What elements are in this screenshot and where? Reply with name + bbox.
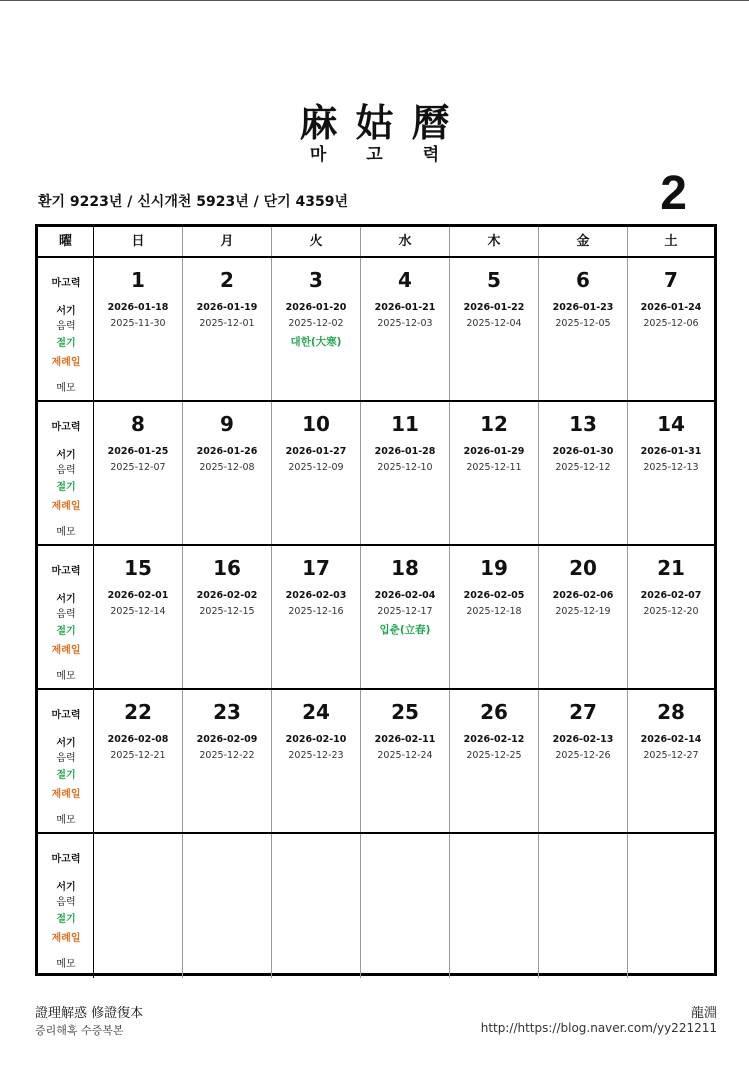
lunar-date: 2025-12-07 — [110, 462, 166, 473]
day-cell[interactable] — [628, 690, 714, 832]
row-label-column — [38, 402, 94, 544]
day-cell[interactable] — [450, 834, 539, 978]
solar-date: 2026-02-03 — [285, 590, 347, 601]
month-number: 2 — [660, 167, 687, 220]
lunar-date: 2025-12-05 — [555, 318, 611, 329]
lunar-date: 2025-12-02 — [288, 318, 344, 329]
solar-date: 2026-02-14 — [640, 734, 702, 745]
row-label-column — [38, 258, 94, 400]
title-hanja: 麻姑曆 — [299, 101, 468, 145]
label-magoryeok: 마고력 — [51, 278, 81, 289]
day-number: 3 — [309, 268, 323, 292]
lunar-date: 2025-12-26 — [555, 750, 611, 761]
day-number: 2 — [220, 268, 234, 292]
row-label-column — [38, 546, 94, 688]
solar-date: 2026-01-24 — [640, 302, 702, 313]
lunar-date: 2025-12-27 — [643, 750, 699, 761]
day-cell[interactable] — [361, 402, 450, 544]
day-number: 19 — [480, 556, 508, 580]
day-number: 10 — [302, 412, 330, 436]
row-label-column — [38, 690, 94, 832]
day-number: 20 — [569, 556, 597, 580]
day-cell[interactable] — [450, 546, 539, 688]
lunar-date: 2025-12-13 — [643, 462, 699, 473]
solar-date: 2026-01-27 — [285, 446, 347, 457]
lunar-date: 2025-12-24 — [377, 750, 433, 761]
lunar-date: 2025-12-10 — [377, 462, 433, 473]
day-number: 16 — [213, 556, 241, 580]
lunar-date: 2025-12-16 — [288, 606, 344, 617]
day-cell[interactable] — [94, 258, 183, 400]
label-jeryeil: 제례일 — [51, 357, 81, 368]
calendar-grid — [35, 224, 717, 976]
label-eumryeok: 음력 — [56, 753, 76, 764]
day-cell[interactable] — [361, 834, 450, 978]
label-jeryeil: 제례일 — [51, 645, 81, 656]
solar-date: 2026-02-13 — [552, 734, 614, 745]
day-cell[interactable] — [628, 546, 714, 688]
solar-term: 입춘(立春) — [379, 624, 431, 636]
label-magoryeok: 마고력 — [51, 854, 81, 865]
lunar-date: 2025-12-15 — [199, 606, 255, 617]
week-row — [38, 546, 714, 690]
solar-date: 2026-01-29 — [463, 446, 525, 457]
label-magoryeok: 마고력 — [51, 566, 81, 577]
day-cell[interactable] — [361, 258, 450, 400]
day-cell[interactable] — [450, 258, 539, 400]
solar-date: 2026-02-06 — [552, 590, 614, 601]
day-number: 6 — [576, 268, 590, 292]
lunar-date: 2025-12-12 — [555, 462, 611, 473]
day-cell[interactable] — [272, 258, 361, 400]
label-memo: 메모 — [56, 959, 76, 970]
day-cell[interactable] — [94, 402, 183, 544]
lunar-date: 2025-12-23 — [288, 750, 344, 761]
lunar-date: 2025-12-06 — [643, 318, 699, 329]
lunar-date: 2025-12-21 — [110, 750, 166, 761]
day-cell[interactable] — [361, 546, 450, 688]
day-number: 11 — [391, 412, 419, 436]
day-cell[interactable] — [183, 402, 272, 544]
solar-date: 2026-02-10 — [285, 734, 347, 745]
solar-date: 2026-01-20 — [285, 302, 347, 313]
title-hangul: 마고력 — [309, 145, 480, 165]
label-jeolgi: 절기 — [56, 770, 76, 781]
day-number: 13 — [569, 412, 597, 436]
label-jeolgi: 절기 — [56, 626, 76, 637]
day-number: 1 — [131, 268, 145, 292]
day-cell[interactable] — [628, 834, 714, 978]
weekday-header — [38, 227, 714, 258]
solar-date: 2026-01-26 — [196, 446, 258, 457]
day-cell[interactable] — [539, 546, 628, 688]
label-jeryeil: 제례일 — [51, 933, 81, 944]
day-number: 12 — [480, 412, 508, 436]
day-cell[interactable] — [272, 834, 361, 978]
label-jeolgi: 절기 — [56, 914, 76, 925]
lunar-date: 2025-11-30 — [110, 318, 166, 329]
label-memo: 메모 — [56, 671, 76, 682]
solar-date: 2026-01-28 — [374, 446, 436, 457]
solar-date: 2026-02-11 — [374, 734, 436, 745]
label-eumryeok: 음력 — [56, 897, 76, 908]
weekday-wed: 水 — [361, 227, 450, 256]
day-number: 17 — [302, 556, 330, 580]
lunar-date: 2025-12-11 — [466, 462, 522, 473]
day-cell[interactable] — [628, 258, 714, 400]
day-cell[interactable] — [183, 834, 272, 978]
label-seogi: 서기 — [56, 738, 76, 749]
day-cell[interactable] — [628, 402, 714, 544]
solar-date: 2026-01-21 — [374, 302, 436, 313]
day-cell[interactable] — [94, 690, 183, 832]
label-eumryeok: 음력 — [56, 465, 76, 476]
weekday-fri: 金 — [539, 227, 628, 256]
day-cell[interactable] — [183, 546, 272, 688]
lunar-date: 2025-12-19 — [555, 606, 611, 617]
day-cell[interactable] — [539, 258, 628, 400]
day-number: 27 — [569, 700, 597, 724]
day-number: 18 — [391, 556, 419, 580]
day-cell[interactable] — [450, 402, 539, 544]
solar-date: 2026-02-04 — [374, 590, 436, 601]
lunar-date: 2025-12-09 — [288, 462, 344, 473]
solar-date: 2026-01-30 — [552, 446, 614, 457]
solar-date: 2026-02-12 — [463, 734, 525, 745]
day-number: 9 — [220, 412, 234, 436]
day-cell[interactable] — [539, 690, 628, 832]
weekday-thu: 木 — [450, 227, 539, 256]
footer-author: 龍淵 — [690, 1006, 717, 1021]
solar-date: 2026-02-08 — [107, 734, 169, 745]
weekday-sun: 日 — [94, 227, 183, 256]
label-seogi: 서기 — [56, 306, 76, 317]
day-number: 23 — [213, 700, 241, 724]
label-jeolgi: 절기 — [56, 338, 76, 349]
week-row — [38, 402, 714, 546]
day-cell[interactable] — [272, 546, 361, 688]
lunar-date: 2025-12-03 — [377, 318, 433, 329]
solar-date: 2026-01-18 — [107, 302, 169, 313]
day-number: 26 — [480, 700, 508, 724]
footer-motto-hangul: 증리해혹 수증복본 — [35, 1024, 124, 1037]
label-memo: 메모 — [56, 815, 76, 826]
day-number: 8 — [131, 412, 145, 436]
weekday-corner: 曜 — [38, 227, 94, 256]
week-row — [38, 258, 714, 402]
footer-motto-hanja: 證理解惑 修證復本 — [35, 1006, 144, 1021]
day-cell[interactable] — [361, 690, 450, 832]
day-number: 5 — [487, 268, 501, 292]
label-magoryeok: 마고력 — [51, 710, 81, 721]
footer-blog-url[interactable]: http://https://blog.naver.com/yy221211 — [480, 1021, 717, 1035]
top-border-line — [0, 0, 749, 1]
day-number: 22 — [124, 700, 152, 724]
day-cell[interactable] — [272, 690, 361, 832]
solar-date: 2026-02-09 — [196, 734, 258, 745]
row-label-column — [38, 834, 94, 978]
lunar-date: 2025-12-17 — [377, 606, 433, 617]
day-number: 24 — [302, 700, 330, 724]
day-cell[interactable] — [539, 834, 628, 978]
day-cell[interactable] — [183, 258, 272, 400]
era-line: 환기 9223년 / 신시개천 5923년 / 단기 4359년 — [38, 194, 349, 210]
lunar-date: 2025-12-14 — [110, 606, 166, 617]
weekday-mon: 月 — [183, 227, 272, 256]
label-memo: 메모 — [56, 383, 76, 394]
label-eumryeok: 음력 — [56, 321, 76, 332]
day-number: 28 — [657, 700, 685, 724]
label-magoryeok: 마고력 — [51, 422, 81, 433]
solar-date: 2026-01-25 — [107, 446, 169, 457]
day-cell[interactable] — [183, 690, 272, 832]
label-eumryeok: 음력 — [56, 609, 76, 620]
weekday-sat: 土 — [664, 234, 678, 249]
solar-date: 2026-01-19 — [196, 302, 258, 313]
week-row — [38, 690, 714, 834]
weekday-tue: 火 — [272, 227, 361, 256]
day-number: 14 — [657, 412, 685, 436]
week-row — [38, 834, 714, 978]
day-cell[interactable] — [94, 546, 183, 688]
lunar-date: 2025-12-22 — [199, 750, 255, 761]
day-number: 7 — [664, 268, 678, 292]
lunar-date: 2025-12-04 — [466, 318, 522, 329]
day-cell[interactable] — [539, 402, 628, 544]
day-cell[interactable] — [450, 690, 539, 832]
lunar-date: 2025-12-20 — [643, 606, 699, 617]
label-jeryeil: 제례일 — [51, 501, 81, 512]
day-cell[interactable] — [94, 834, 183, 978]
solar-term: 대한(大寒) — [290, 336, 342, 348]
lunar-date: 2025-12-08 — [199, 462, 255, 473]
label-memo: 메모 — [56, 527, 76, 538]
day-number: 15 — [124, 556, 152, 580]
label-jeryeil: 제례일 — [51, 789, 81, 800]
solar-date: 2026-02-01 — [107, 590, 169, 601]
solar-date: 2026-01-31 — [640, 446, 702, 457]
label-seogi: 서기 — [56, 594, 76, 605]
solar-date: 2026-01-23 — [552, 302, 614, 313]
day-number: 25 — [391, 700, 419, 724]
label-seogi: 서기 — [56, 450, 76, 461]
label-jeolgi: 절기 — [56, 482, 76, 493]
solar-date: 2026-01-22 — [463, 302, 525, 313]
lunar-date: 2025-12-25 — [466, 750, 522, 761]
solar-date: 2026-02-07 — [640, 590, 702, 601]
label-seogi: 서기 — [56, 882, 76, 893]
day-number: 4 — [398, 268, 412, 292]
lunar-date: 2025-12-18 — [466, 606, 522, 617]
lunar-date: 2025-12-01 — [199, 318, 255, 329]
day-cell[interactable] — [272, 402, 361, 544]
solar-date: 2026-02-05 — [463, 590, 525, 601]
solar-date: 2026-02-02 — [196, 590, 258, 601]
day-number: 21 — [657, 556, 685, 580]
